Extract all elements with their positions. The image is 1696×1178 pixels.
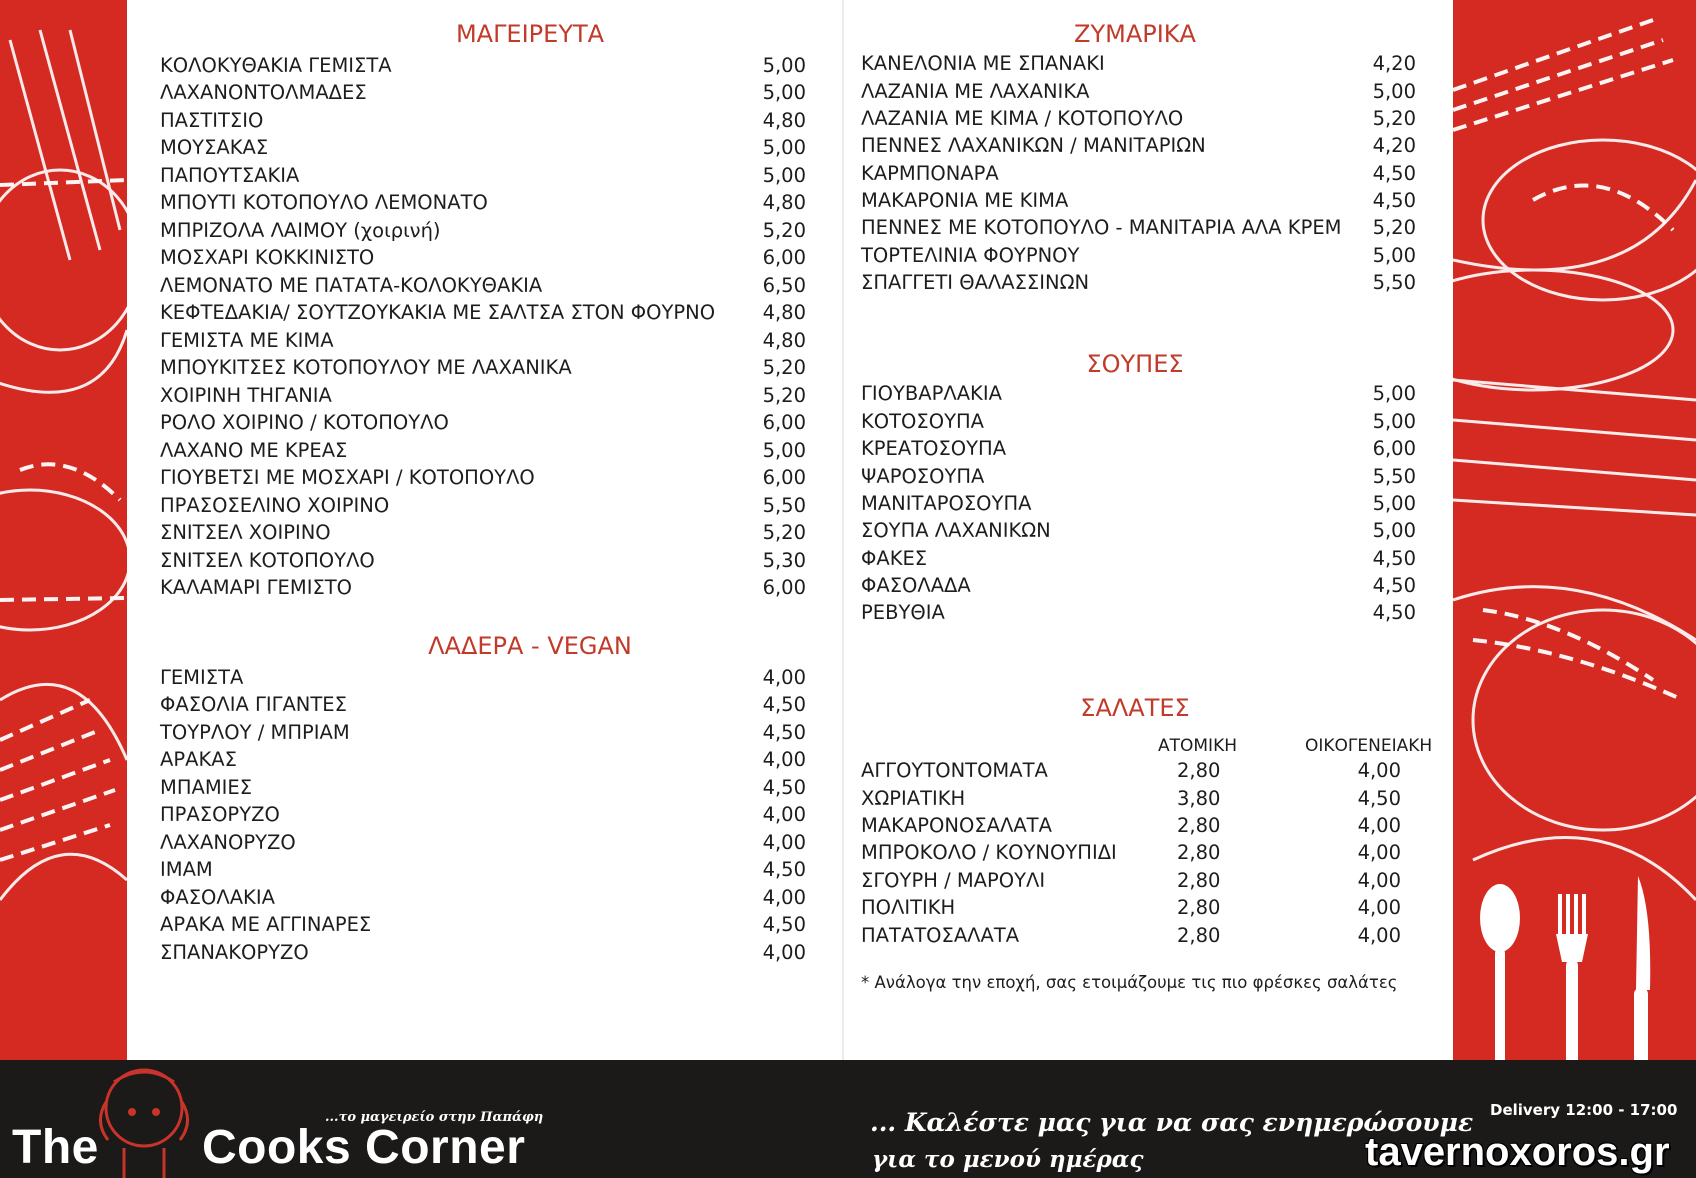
knife-icon	[1634, 876, 1650, 1072]
item-price: 4,50	[762, 721, 806, 744]
item-price: 5,00	[762, 54, 806, 77]
menu-item	[160, 858, 806, 885]
item-price: 5,20	[762, 521, 806, 544]
item-name: ΛΑΧΑΝΟ ΜΕ ΚΡΕΑΣ	[160, 439, 348, 462]
menu-item	[160, 466, 806, 493]
item-price: 4,20	[1372, 134, 1416, 157]
menu-item	[160, 549, 806, 576]
item-price: 5,20	[1372, 107, 1416, 130]
menu-item	[160, 831, 806, 858]
item-name: ΜΑΚΑΡΟΝΟΣΑΛΑΤΑ	[861, 814, 1052, 837]
item-price: 5,00	[1372, 410, 1416, 433]
menu-item	[160, 748, 806, 775]
item-price: 4,50	[1372, 601, 1416, 624]
section-title-ladera: ΛΑΔΕΡΑ - VEGAN	[428, 632, 632, 660]
salad-col-single: ΑΤΟΜΙΚΗ	[1158, 736, 1238, 756]
item-price: 4,50	[1372, 574, 1416, 597]
item-name: ΠΑΠΟΥΤΣΑΚΙΑ	[160, 164, 300, 187]
item-name: ΤΟΥΡΛΟΥ / ΜΠΡΙΑΜ	[160, 721, 350, 744]
item-name: ΑΡΑΚΑ ΜΕ ΑΓΓΙΝΑΡΕΣ	[160, 913, 372, 936]
item-price: 6,00	[762, 411, 806, 434]
item-name: ΠΑΤΑΤΟΣΑΛΑΤΑ	[861, 924, 1020, 947]
item-price: 5,30	[762, 549, 806, 572]
section-title-mageirefta: ΜΑΓΕΙΡΕΥΤΑ	[455, 20, 605, 48]
item-price: 4,80	[762, 329, 806, 352]
item-name: ΡΕΒΥΘΙΑ	[861, 601, 945, 624]
item-price: 4,80	[762, 109, 806, 132]
item-name: ΣΝΙΤΣΕΛ ΧΟΙΡΙΝΟ	[160, 521, 331, 544]
item-price: 4,50	[1372, 162, 1416, 185]
item-name: ΜΠΟΥΤΙ ΚΟΤΟΠΟΥΛΟ ΛΕΜΟΝΑΤΟ	[160, 191, 488, 214]
item-price-family: 4,00	[1357, 869, 1401, 892]
item-price-family: 4,00	[1357, 896, 1401, 919]
section-title-soupes: ΣΟΥΠΕΣ	[1086, 350, 1184, 378]
item-price: 6,00	[762, 246, 806, 269]
menu-item	[861, 924, 1401, 951]
menu-item	[160, 411, 806, 438]
item-name: ΚΑΡΜΠΟΝΑΡΑ	[861, 162, 999, 185]
item-price-family: 4,00	[1357, 841, 1401, 864]
item-name: ΣΟΥΠΑ ΛΑΧΑΝΙΚΩΝ	[861, 519, 1051, 542]
item-price: 4,50	[762, 693, 806, 716]
item-price-single: 2,80	[1177, 814, 1221, 837]
item-price: 5,00	[1372, 492, 1416, 515]
item-price: 5,00	[762, 81, 806, 104]
item-name: ΚΟΤΟΣΟΥΠΑ	[861, 410, 984, 433]
item-price: 4,00	[762, 831, 806, 854]
item-price: 6,00	[1372, 437, 1416, 460]
item-price: 4,80	[762, 191, 806, 214]
item-price: 6,00	[762, 466, 806, 489]
menu-item	[861, 382, 1416, 409]
item-price: 5,00	[1372, 244, 1416, 267]
item-price: 6,00	[762, 576, 806, 599]
item-name: ΠΑΣΤΙΤΣΙΟ	[160, 109, 264, 132]
item-price-single: 2,80	[1177, 896, 1221, 919]
menu-item	[861, 574, 1416, 601]
item-name: ΠΡΑΣΟΡΥΖΟ	[160, 803, 280, 826]
item-price: 4,00	[762, 886, 806, 909]
page-fold	[842, 0, 844, 1178]
item-name: ΙΜΑΜ	[160, 858, 213, 881]
delivery-hours: Delivery 12:00 - 17:00	[1490, 1101, 1678, 1119]
item-name: ΚΑΛΑΜΑΡΙ ΓΕΜΙΣΤΟ	[160, 576, 353, 599]
item-price-family: 4,00	[1357, 924, 1401, 947]
item-name: ΜΠΡΙΖΟΛΑ ΛΑΙΜΟΥ (χοιρινή)	[160, 219, 441, 242]
item-name: ΜΟΣΧΑΡΙ ΚΟΚΚΙΝΙΣΤΟ	[160, 246, 375, 269]
menu-item	[160, 191, 806, 218]
item-name: ΣΝΙΤΣΕΛ ΚΟΤΟΠΟΥΛΟ	[160, 549, 375, 572]
call-text-line1: ... Καλέστε μας για να σας ενημερώσουμε	[870, 1108, 1474, 1137]
menu-item	[160, 164, 806, 191]
item-price: 5,20	[1372, 216, 1416, 239]
item-name: ΜΠΟΥΚΙΤΣΕΣ ΚΟΤΟΠΟΥΛΟΥ ΜΕ ΛΑΧΑΝΙΚΑ	[160, 356, 572, 379]
item-name: ΜΠΑΜΙΕΣ	[160, 776, 253, 799]
item-name: ΦΑΚΕΣ	[861, 547, 928, 570]
section-title-salates: ΣΑΛΑΤΕΣ	[1080, 694, 1190, 722]
menu-item	[160, 246, 806, 273]
item-price-family: 4,00	[1357, 814, 1401, 837]
item-name: ΜΟΥΣΑΚΑΣ	[160, 136, 269, 159]
item-price: 5,20	[762, 219, 806, 242]
item-name: ΦΑΣΟΛΑΔΑ	[861, 574, 971, 597]
menu-item	[861, 107, 1416, 134]
menu-item	[861, 80, 1416, 107]
item-price-single: 2,80	[1177, 869, 1221, 892]
item-price: 5,00	[762, 439, 806, 462]
mascot-icon	[84, 1062, 204, 1178]
brand-the: The	[12, 1121, 99, 1174]
menu-item	[861, 896, 1401, 923]
item-name: ΓΙΟΥΒΕΤΣΙ ΜΕ ΜΟΣΧΑΡΙ / ΚΟΤΟΠΟΥΛΟ	[160, 466, 535, 489]
menu-item	[861, 492, 1416, 519]
item-price: 5,50	[1372, 271, 1416, 294]
item-name: ΤΟΡΤΕΛΙΝΙΑ ΦΟΥΡΝΟΥ	[861, 244, 1080, 267]
menu-item	[861, 162, 1416, 189]
menu-item	[160, 913, 806, 940]
item-name: ΧΩΡΙΑΤΙΚΗ	[861, 787, 966, 810]
item-price: 5,00	[762, 136, 806, 159]
item-name: ΛΑΧΑΝΟΡΥΖΟ	[160, 831, 296, 854]
footer-tagline: ...το μαγειρείο στην Παπάφη	[325, 1110, 544, 1125]
menu-item	[861, 52, 1416, 79]
spoon-icon	[1480, 884, 1520, 1068]
menu-item	[160, 81, 806, 108]
menu-item	[861, 841, 1401, 868]
menu-item	[160, 693, 806, 720]
item-price-single: 2,80	[1177, 841, 1221, 864]
menu-item	[861, 410, 1416, 437]
item-name: ΑΡΑΚΑΣ	[160, 748, 237, 771]
menu-item	[861, 465, 1416, 492]
item-name: ΑΓΓΟΥΤΟΝΤΟΜΑΤΑ	[861, 759, 1048, 782]
item-price: 5,50	[1372, 465, 1416, 488]
item-name: ΜΑΚΑΡΟΝΙΑ ΜΕ ΚΙΜΑ	[861, 189, 1069, 212]
line-art-decoration-left	[0, 0, 127, 1060]
item-price: 5,00	[1372, 80, 1416, 103]
item-name: ΠΡΑΣΟΣΕΛΙΝΟ ΧΟΙΡΙΝΟ	[160, 494, 390, 517]
item-name: ΡΟΛΟ ΧΟΙΡΙΝΟ / ΚΟΤΟΠΟΥΛΟ	[160, 411, 449, 434]
item-name: ΣΠΑΝΑΚΟΡΥΖΟ	[160, 941, 309, 964]
item-name: ΧΟΙΡΙΝΗ ΤΗΓΑΝΙΑ	[160, 384, 332, 407]
item-name: ΓΕΜΙΣΤΑ	[160, 666, 244, 689]
brand-name: Cooks Corner	[202, 1121, 526, 1174]
item-name: ΛΑΖΑΝΙΑ ΜΕ ΛΑΧΑΝΙΚΑ	[861, 80, 1090, 103]
menu-item	[861, 189, 1416, 216]
menu-item	[160, 356, 806, 383]
item-name: ΓΕΜΙΣΤΑ ΜΕ ΚΙΜΑ	[160, 329, 334, 352]
menu-item	[160, 54, 806, 81]
salad-note: * Ανάλογα την εποχή, σας ετοιμάζουμε τις πιο φρέσκες σαλάτες	[861, 973, 1398, 992]
call-text-line2: για το μενού ημέρας	[872, 1146, 1144, 1173]
menu-item	[861, 601, 1416, 628]
item-price: 4,00	[762, 803, 806, 826]
item-price: 4,20	[1372, 52, 1416, 75]
item-name: ΛΑΧΑΝΟΝΤΟΛΜΑΔΕΣ	[160, 81, 367, 104]
menu-item	[160, 576, 806, 603]
item-name: ΠΟΛΙΤΙΚΗ	[861, 896, 956, 919]
item-price: 5,00	[762, 164, 806, 187]
menu-item	[861, 814, 1401, 841]
left-decor-strip	[0, 0, 127, 1060]
item-price-family: 4,00	[1357, 759, 1401, 782]
menu-item	[861, 271, 1416, 298]
item-price-single: 2,80	[1177, 924, 1221, 947]
item-name: ΚΟΛΟΚΥΘΑΚΙΑ ΓΕΜΙΣΤΑ	[160, 54, 392, 77]
menu-item	[160, 521, 806, 548]
menu-item	[160, 384, 806, 411]
item-name: ΜΠΡΟΚΟΛΟ / ΚΟΥΝΟΥΠΙΔΙ	[861, 841, 1117, 864]
item-name: ΜΑΝΙΤΑΡΟΣΟΥΠΑ	[861, 492, 1032, 515]
item-name: ΨΑΡΟΣΟΥΠΑ	[861, 465, 985, 488]
item-price: 4,50	[762, 858, 806, 881]
menu-item	[160, 109, 806, 136]
menu-item	[160, 329, 806, 356]
section-title-zymarika: ΖΥΜΑΡΙΚΑ	[1074, 20, 1196, 48]
item-price-single: 3,80	[1177, 787, 1221, 810]
item-price: 5,20	[762, 384, 806, 407]
menu-item	[160, 219, 806, 246]
menu-item	[861, 134, 1416, 161]
item-price: 6,50	[762, 274, 806, 297]
item-name: ΚΕΦΤΕΔΑΚΙΑ/ ΣΟΥΤΖΟΥΚΑΚΙΑ ΜΕ ΣΑΛΤΣΑ ΣΤΟΝ ΦΟΥΡΝΟ	[160, 301, 716, 324]
item-price: 4,80	[762, 301, 806, 324]
menu-item	[160, 666, 806, 693]
item-price-single: 2,80	[1177, 759, 1221, 782]
item-name: ΦΑΣΟΛΑΚΙΑ	[160, 886, 275, 909]
item-name: ΛΑΖΑΝΙΑ ΜΕ ΚΙΜΑ / ΚΟΤΟΠΟΥΛΟ	[861, 107, 1184, 130]
item-name: ΛΕΜΟΝΑΤΟ ΜΕ ΠΑΤΑΤΑ-ΚΟΛΟΚΥΘΑΚΙΑ	[160, 274, 543, 297]
fork-icon	[1556, 894, 1588, 1070]
item-price: 4,50	[1372, 189, 1416, 212]
menu-item	[861, 437, 1416, 464]
menu-item	[861, 547, 1416, 574]
item-name: ΠΕΝΝΕΣ ΜΕ ΚΟΤΟΠΟΥΛΟ - ΜΑΝΙΤΑΡΙΑ ΑΛΑ ΚΡΕΜ	[861, 216, 1342, 239]
item-price: 5,50	[762, 494, 806, 517]
item-price: 4,00	[762, 666, 806, 689]
item-name: ΓΙΟΥΒΑΡΛΑΚΙΑ	[861, 382, 1002, 405]
menu-item	[861, 787, 1401, 814]
item-name: ΣΓΟΥΡΗ / ΜΑΡΟΥΛΙ	[861, 869, 1046, 892]
menu-item	[160, 274, 806, 301]
menu-item	[160, 301, 806, 328]
item-price: 4,50	[1372, 547, 1416, 570]
item-price: 5,20	[762, 356, 806, 379]
menu-item	[160, 721, 806, 748]
item-price: 4,00	[762, 748, 806, 771]
menu-item	[861, 519, 1416, 546]
item-price: 5,00	[1372, 382, 1416, 405]
item-name: ΚΑΝΕΛΟΝΙΑ ΜΕ ΣΠΑΝΑΚΙ	[861, 52, 1105, 75]
menu-item	[861, 216, 1416, 243]
item-price-family: 4,50	[1357, 787, 1401, 810]
item-price: 4,50	[762, 913, 806, 936]
menu-item	[160, 776, 806, 803]
item-price: 4,50	[762, 776, 806, 799]
cutlery-illustration	[1470, 870, 1670, 1090]
menu-item	[160, 941, 806, 968]
item-name: ΣΠΑΓΓΕΤΙ ΘΑΛΑΣΣΙΝΩΝ	[861, 271, 1090, 294]
menu-item	[160, 494, 806, 521]
item-price: 4,00	[762, 941, 806, 964]
menu-item	[861, 244, 1416, 271]
menu-item	[160, 803, 806, 830]
menu-item	[160, 439, 806, 466]
menu-item	[160, 136, 806, 163]
item-name: ΠΕΝΝΕΣ ΛΑΧΑΝΙΚΩΝ / ΜΑΝΙΤΑΡΙΩΝ	[861, 134, 1206, 157]
item-price: 5,00	[1372, 519, 1416, 542]
item-name: ΚΡΕΑΤΟΣΟΥΠΑ	[861, 437, 1007, 460]
menu-item	[160, 886, 806, 913]
item-name: ΦΑΣΟΛΙΑ ΓΙΓΑΝΤΕΣ	[160, 693, 347, 716]
watermark: tavernoxoros.gr	[1365, 1130, 1670, 1174]
menu-item	[861, 869, 1401, 896]
salad-col-family: ΟΙΚΟΓΕΝΕΙΑΚΗ	[1305, 736, 1433, 756]
menu-item	[861, 759, 1401, 786]
